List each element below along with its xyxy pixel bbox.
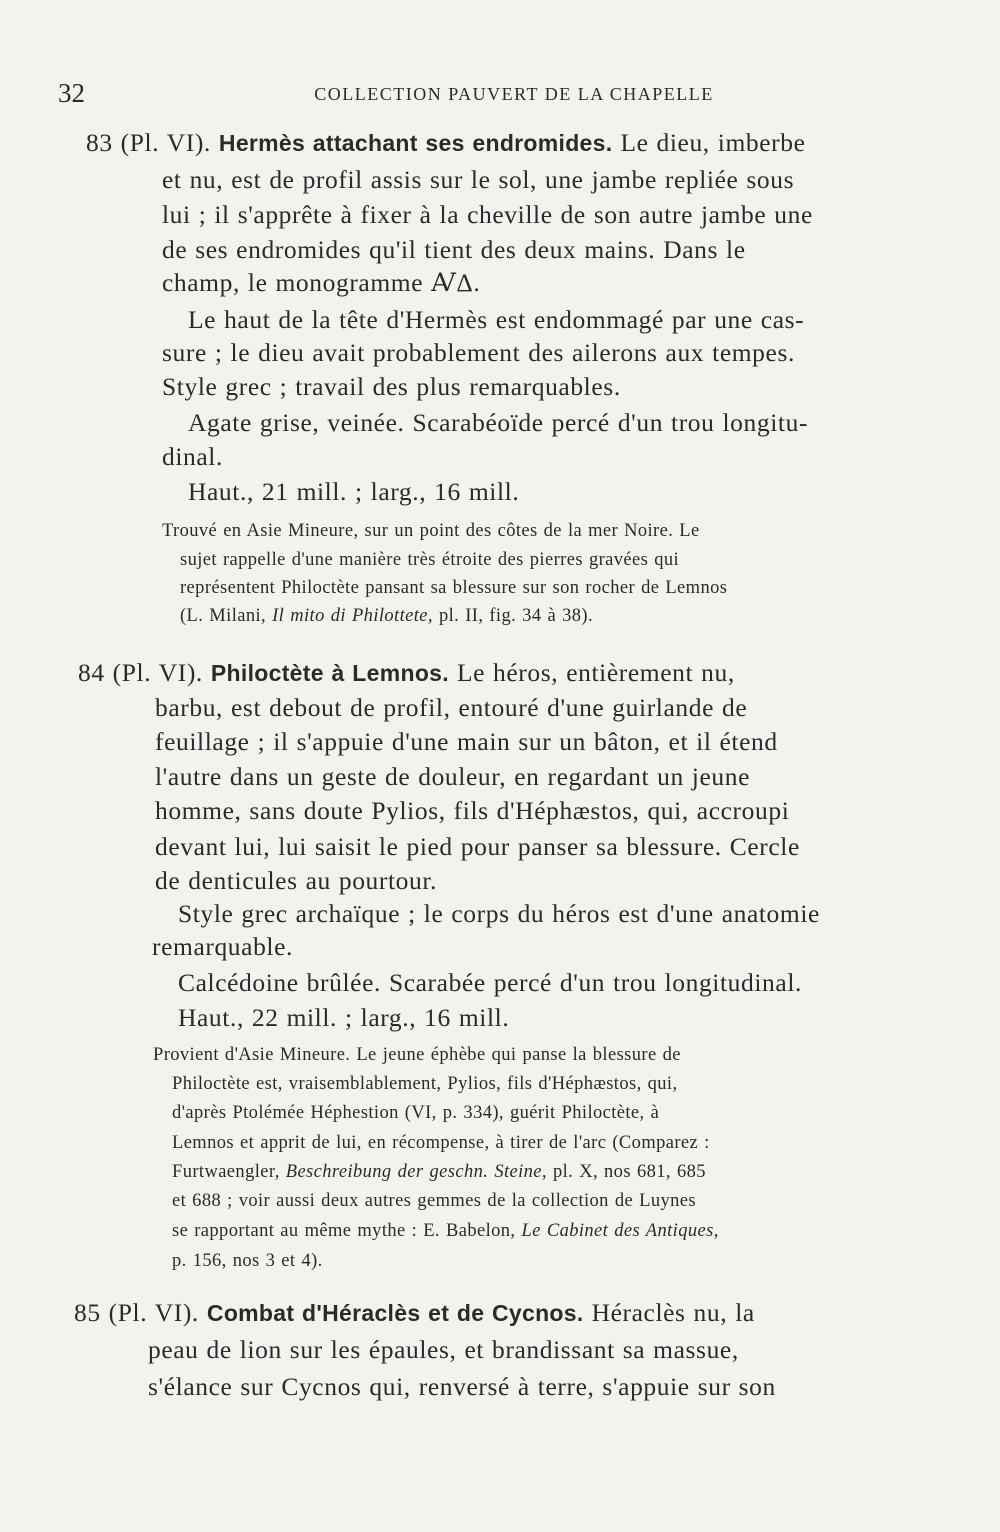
note-text: Furtwaengler, [172, 1162, 280, 1182]
entry-text: Le héros, entièrement nu, [456, 658, 735, 687]
entry-note-line: sujet rappelle d'une manière très étroite des pierres gravées qui [180, 550, 680, 570]
entry-text-line: s'élance sur Cycnos qui, renversé à terre, s'appuie sur son [148, 1372, 776, 1401]
note-text: (L. Milani, [180, 606, 267, 626]
entry-text: Le dieu, imberbe [620, 128, 806, 157]
entry-note-line [172, 1162, 706, 1183]
entry-note-line: Trouvé en Asie Mineure, sur un point des côtes de la mer Noire. Le [162, 521, 700, 541]
entry-heading-line [86, 128, 806, 158]
entry-text-line: Agate grise, veinée. Scarabéoïde percé d'un trou longitu- [188, 408, 809, 437]
entry-note-line: Provient d'Asie Mineure. Le jeune éphèbe qui panse la blessure de [153, 1045, 681, 1065]
entry-text-line: devant lui, lui saisit le pied pour panser sa blessure. Cercle [155, 832, 800, 861]
entry-text-line: champ, le monogramme ꜸΔ. [162, 268, 481, 297]
entry-text-line: barbu, est debout de profil, entouré d'une guirlande de [155, 693, 748, 722]
entry-text-line: dinal. [162, 442, 223, 471]
entry-text-line: lui ; il s'apprête à fixer à la cheville de son autre jambe une [162, 200, 813, 229]
note-cited-title: Beschreibung der geschn. Steine, [285, 1162, 547, 1182]
entry-text-line: Haut., 22 mill. ; larg., 16 mill. [178, 1003, 510, 1032]
entry-number: 84 (Pl. VI). [78, 658, 203, 687]
entry-text-line: homme, sans doute Pylios, fils d'Héphæstos, qui, accroupi [155, 796, 790, 825]
entry-text-line: Le haut de la tête d'Hermès est endommagé par une cas- [188, 305, 805, 334]
entry-text-line: Style grec archaïque ; le corps du héros est d'une anatomie [178, 899, 820, 928]
entry-note-line: Philoctète est, vraisemblablement, Pylios, fils d'Héphæstos, qui, [172, 1074, 678, 1094]
entry-note-line: représentent Philoctète pansant sa blessure sur son rocher de Lemnos [180, 578, 728, 598]
entry-note-line [180, 606, 593, 627]
note-text: pl. X, nos 681, 685 [552, 1162, 706, 1182]
entry-heading-line [78, 658, 735, 688]
entry-note-line: Lemnos et apprit de lui, en récompense, à tirer de l'arc (Comparez : [172, 1133, 710, 1153]
entry-title: Philoctète à Lemnos. [210, 660, 449, 686]
entry-note-line: d'après Ptolémée Héphestion (VI, p. 334), guérit Philoctète, à [172, 1103, 660, 1123]
entry-text: Héraclès nu, la [591, 1298, 755, 1327]
note-text: pl. II, fig. 34 à 38). [438, 606, 594, 626]
note-cited-title: Le Cabinet des Antiques, [521, 1221, 719, 1241]
entry-text-line: feuillage ; il s'appuie d'une main sur un bâton, et il étend [155, 727, 778, 756]
entry-text-line: remarquable. [152, 932, 294, 961]
entry-title: Combat d'Héraclès et de Cycnos. [206, 1300, 584, 1326]
page-header [58, 78, 940, 112]
entry-heading-line [74, 1298, 755, 1328]
entry-text-line: et nu, est de profil assis sur le sol, une jambe repliée sous [162, 165, 795, 194]
entry-note-line: et 688 ; voir aussi deux autres gemmes de la collection de Luynes [172, 1191, 697, 1211]
entry-text-line: Calcédoine brûlée. Scarabée percé d'un trou longitudinal. [178, 968, 802, 997]
entry-text-line: de denticules au pourtour. [155, 866, 438, 895]
entry-text-line: sure ; le dieu avait probablement des ailerons aux tempes. [162, 338, 795, 367]
entry-text-line: Style grec ; travail des plus remarquables. [162, 372, 621, 401]
note-cited-title: Il mito di Philottete, [272, 606, 433, 626]
entry-number: 83 (Pl. VI). [86, 128, 211, 157]
entry-number: 85 (Pl. VI). [74, 1298, 199, 1327]
entry-text-line: Haut., 21 mill. ; larg., 16 mill. [188, 477, 520, 506]
entry-text-line: l'autre dans un geste de douleur, en regardant un jeune [155, 762, 751, 791]
entry-note-line: p. 156, nos 3 et 4). [172, 1251, 323, 1271]
running-title: COLLECTION PAUVERT DE LA CHAPELLE [314, 84, 714, 104]
note-text: se rapportant au même mythe : E. Babelon, [172, 1221, 516, 1241]
entry-title: Hermès attachant ses endromides. [218, 130, 613, 156]
entry-note-line [172, 1221, 719, 1242]
entry-text-line: de ses endromides qu'il tient des deux mains. Dans le [162, 235, 746, 264]
entry-text-line: peau de lion sur les épaules, et brandissant sa massue, [148, 1335, 739, 1364]
page-number: 32 [58, 78, 85, 108]
